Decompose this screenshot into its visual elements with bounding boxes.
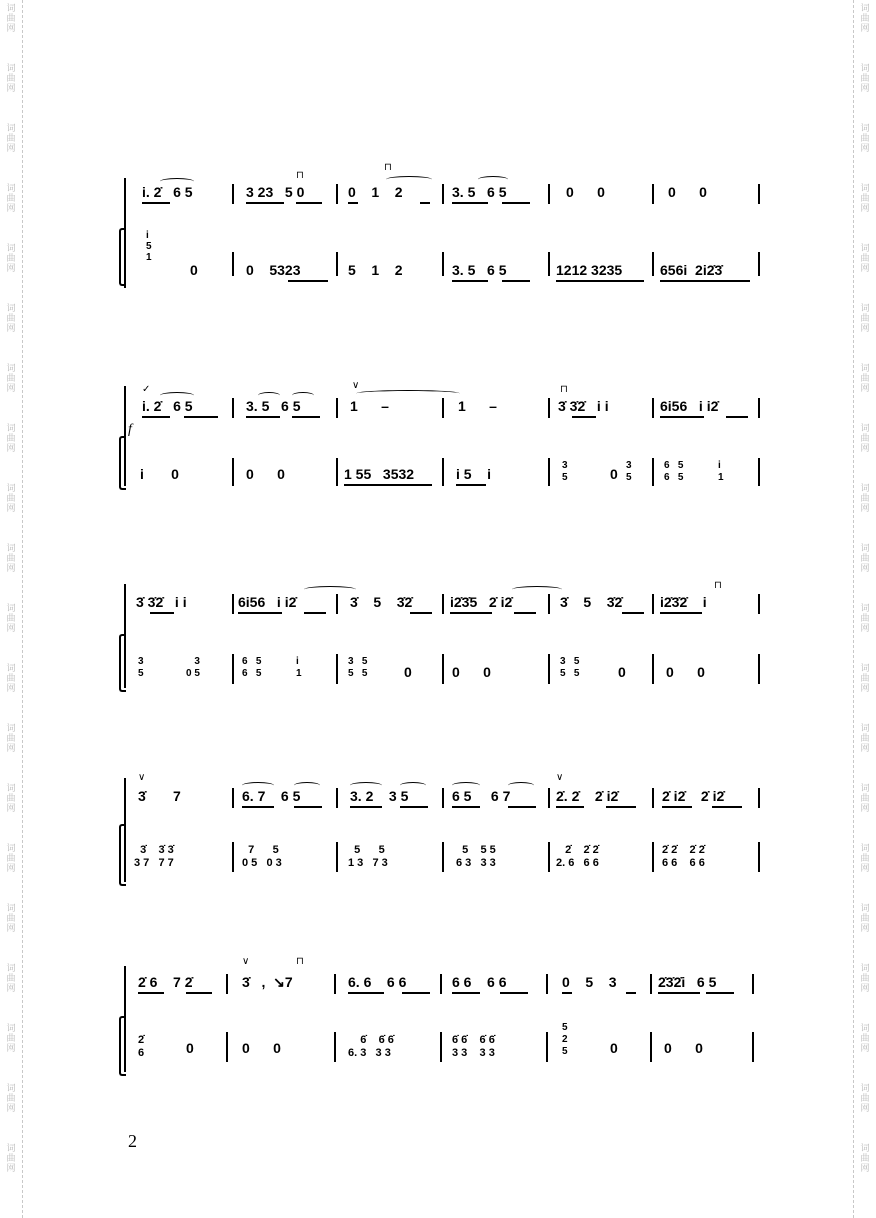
watermark-text: 词 曲 网 — [860, 724, 870, 754]
beam — [348, 992, 384, 994]
measure: 0 0 — [242, 1040, 281, 1056]
beam — [410, 612, 432, 614]
watermark-text: 词 曲 网 — [6, 604, 16, 634]
barline — [442, 184, 444, 204]
measure: i. 2̇ 6 5 — [142, 184, 193, 200]
measure: 5 1 2 — [348, 262, 403, 278]
upper-staff — [0, 580, 876, 624]
beam — [184, 416, 218, 418]
watermark-text: 词 曲 网 — [6, 304, 16, 334]
measure: 6. 7 6 5 — [242, 788, 301, 804]
chord: i 1 — [718, 460, 724, 483]
barline — [650, 1032, 652, 1062]
slur — [478, 176, 508, 183]
beam — [452, 280, 488, 282]
chord: 3 5 — [626, 460, 632, 483]
measure: 0 — [610, 1040, 618, 1056]
beam — [508, 806, 536, 808]
beam — [502, 202, 530, 204]
upper-staff — [0, 380, 876, 428]
measure: 0 0 — [246, 466, 285, 482]
watermark-text: 词 曲 网 — [860, 304, 870, 334]
watermark-text: 词 曲 网 — [6, 1144, 16, 1174]
measure: 2̇. 2̇ 2̇ i2̇ — [556, 788, 619, 804]
beam — [514, 612, 536, 614]
barline — [652, 252, 654, 276]
barline — [652, 184, 654, 204]
barline — [232, 252, 234, 276]
barline — [652, 788, 654, 808]
measure: 6 6 6 6 — [452, 974, 507, 990]
slur — [452, 782, 480, 789]
barline — [652, 654, 654, 684]
barline — [442, 398, 444, 418]
chord: 3 5 — [138, 656, 144, 679]
watermark-text: 词 曲 网 — [6, 1024, 16, 1054]
measure: 6. 6 6 6 — [348, 974, 407, 990]
beam — [238, 612, 282, 614]
score-system-1 — [0, 162, 876, 290]
chord: 5 2 5 — [562, 1022, 568, 1057]
watermark-text: 词 曲 网 — [6, 844, 16, 874]
beam — [606, 806, 636, 808]
barline — [336, 788, 338, 808]
barline — [546, 1032, 548, 1062]
barline — [758, 184, 760, 204]
barline — [226, 1032, 228, 1062]
barline — [548, 252, 550, 276]
bowing-mark: ⊓ — [296, 956, 304, 967]
barline — [758, 788, 760, 808]
measure: 1212 3235 — [556, 262, 623, 278]
watermark-text: 词 曲 网 — [860, 64, 870, 94]
barline — [440, 974, 442, 994]
barline — [652, 458, 654, 486]
measure: 3̇ 5 3̇2̇ — [350, 594, 413, 610]
watermark-text: 词 曲 网 — [860, 4, 870, 34]
measure: 0 — [618, 664, 626, 680]
beam — [452, 992, 480, 994]
chord: 6 5 6 5 — [242, 656, 262, 679]
measure: 0 0 — [666, 664, 705, 680]
chord: 2̇ 2̇ 2̇ 2. 6 6 6 — [556, 844, 599, 869]
slur — [350, 782, 382, 789]
chord: i 5 1 — [146, 230, 152, 263]
accent-mark: ✓ — [142, 384, 151, 395]
beam — [450, 612, 492, 614]
barline — [232, 594, 234, 614]
measure: 1 55 3532 — [344, 466, 415, 482]
measure: 1 – — [458, 398, 497, 414]
measure: i. 2̇ 6 5 — [142, 398, 193, 414]
lower-staff — [0, 458, 876, 488]
measure: 656i 2i2̇3̇ — [660, 262, 723, 278]
beam — [186, 992, 212, 994]
barline — [548, 842, 550, 872]
measure: 0 1 2 — [348, 184, 403, 200]
upper-staff — [0, 162, 876, 214]
barline — [758, 594, 760, 614]
chord: i 1 — [296, 656, 302, 679]
beam — [452, 806, 480, 808]
barline — [232, 398, 234, 418]
beam — [246, 202, 284, 204]
barline — [548, 458, 550, 486]
beam — [660, 612, 702, 614]
chord: 5 5 1 3 7 3 — [348, 844, 388, 869]
barline — [440, 1032, 442, 1062]
measure: 1 – — [350, 398, 389, 414]
barline — [336, 252, 338, 276]
beam — [452, 202, 488, 204]
barline — [758, 842, 760, 872]
bowing-mark: ⊓ — [560, 384, 568, 395]
bowing-mark: ∨ — [138, 772, 146, 783]
watermark-text: 词 曲 网 — [6, 124, 16, 154]
watermark-text: 词 曲 网 — [860, 1084, 870, 1114]
barline — [548, 398, 550, 418]
watermark-text: 词 曲 网 — [6, 184, 16, 214]
measure: 3. 5 6 5 — [452, 262, 507, 278]
watermark-text: 词 曲 网 — [6, 424, 16, 454]
beam — [502, 280, 530, 282]
measure: 6i56 i i2̇ — [238, 594, 297, 610]
barline — [336, 594, 338, 614]
barline — [232, 842, 234, 872]
watermark-text: 词 曲 网 — [6, 64, 16, 94]
measure: 3̇ , ↘7 — [242, 974, 293, 990]
barline — [442, 594, 444, 614]
beam — [562, 992, 572, 994]
watermark-text: 词 曲 网 — [6, 544, 16, 574]
beam — [660, 280, 750, 282]
barline — [548, 184, 550, 204]
beam — [294, 806, 322, 808]
barline — [752, 1032, 754, 1062]
score-system-4 — [0, 768, 876, 888]
barline — [758, 654, 760, 684]
beam — [660, 416, 704, 418]
dynamic-forte: f — [128, 422, 132, 437]
measure: 0 — [404, 664, 412, 680]
chord: 6 5 6 5 — [664, 460, 684, 483]
watermark-text: 词 曲 网 — [860, 544, 870, 574]
chord: 2̇ 6 — [138, 1034, 145, 1059]
beam — [344, 484, 432, 486]
chord: 6̇ 6̇ 6̇ 6. 3 3 3 — [348, 1034, 394, 1059]
beam — [242, 806, 274, 808]
lower-staff — [0, 842, 876, 872]
measure: 0 — [610, 466, 618, 482]
bowing-mark: ∨ — [352, 380, 360, 391]
barline — [336, 398, 338, 418]
barline — [442, 654, 444, 684]
barline — [548, 594, 550, 614]
barline — [334, 1032, 336, 1062]
chord: 5 5 5 6 3 3 3 — [456, 844, 496, 869]
chord: 3 5 5 5 — [348, 656, 368, 679]
watermark-text: 词 曲 网 — [6, 904, 16, 934]
watermark-text: 词 曲 网 — [860, 904, 870, 934]
barline — [336, 184, 338, 204]
barline — [232, 458, 234, 486]
slur — [160, 392, 194, 399]
barline — [652, 398, 654, 418]
watermark-text: 词 曲 网 — [6, 784, 16, 814]
barline — [652, 842, 654, 872]
measure: 3̇ 3̇2̇ i i — [558, 398, 609, 414]
page-number: 2 — [128, 1131, 137, 1151]
beam — [296, 202, 322, 204]
tie — [356, 390, 460, 397]
chord: 2̇ 2̇ 2̇ 2̇ 6 6 6 6 — [662, 844, 705, 869]
bowing-mark: ⊓ — [384, 162, 392, 173]
beam — [142, 202, 170, 204]
watermark-text: 词 曲 网 — [860, 604, 870, 634]
measure: 3. 5 6 5 — [452, 184, 507, 200]
measure: 0 — [186, 1040, 194, 1056]
chord: 3 5 — [562, 460, 568, 483]
watermark-text: 词 曲 网 — [860, 964, 870, 994]
barline — [442, 252, 444, 276]
watermark-text: 词 曲 网 — [860, 784, 870, 814]
barline — [336, 458, 338, 486]
measure: 2̇ 6 7 2̇ — [138, 974, 193, 990]
beam — [288, 280, 328, 282]
score-system-2 — [0, 376, 876, 496]
score-system-3 — [0, 574, 876, 694]
beam — [456, 484, 486, 486]
chord: 7 5 0 5 0 3 — [242, 844, 282, 869]
chord: 6̇ 6̇ 6̇ 6̇ 3 3 3 3 — [452, 1034, 495, 1059]
slur — [258, 392, 280, 399]
beam — [350, 806, 382, 808]
beam — [304, 612, 326, 614]
watermark-text: 词 曲 网 — [860, 424, 870, 454]
lower-staff — [0, 1022, 876, 1062]
barline — [232, 654, 234, 684]
measure: 3 23 5 0 — [246, 184, 305, 200]
watermark-text: 词 曲 网 — [860, 844, 870, 874]
beam — [706, 992, 734, 994]
measure: 3̇ 3̇2̇ i i — [136, 594, 187, 610]
beam — [622, 612, 644, 614]
score-system-5 — [0, 958, 876, 1078]
barline — [232, 788, 234, 808]
beam — [500, 992, 528, 994]
barline — [548, 788, 550, 808]
beam — [150, 612, 174, 614]
bowing-mark: ⊓ — [296, 170, 304, 181]
slur — [294, 782, 320, 789]
beam — [712, 806, 742, 808]
beam — [658, 992, 700, 994]
watermark-text: 词 曲 网 — [6, 364, 16, 394]
measure: 2̇ i2̇ 2̇ i2̇ — [662, 788, 725, 804]
measure: 3̇ 5 3̇2̇ — [560, 594, 623, 610]
watermark-text: 词 曲 网 — [860, 184, 870, 214]
beam — [420, 202, 430, 204]
measure: 3. 2 3 5 — [350, 788, 409, 804]
watermark-text: 词 曲 网 — [6, 4, 16, 34]
barline — [336, 654, 338, 684]
watermark-text: 词 曲 网 — [6, 484, 16, 514]
watermark-text: 词 曲 网 — [860, 1144, 870, 1174]
measure: 0 5323 — [246, 262, 301, 278]
chord: 3 0 5 — [186, 656, 200, 679]
watermark-text: 词 曲 网 — [6, 244, 16, 274]
bowing-mark: ∨ — [242, 956, 250, 967]
beam — [246, 416, 280, 418]
measure: 3̇ 7 — [138, 788, 181, 804]
beam — [142, 416, 170, 418]
barline — [546, 974, 548, 994]
upper-staff — [0, 772, 876, 818]
beam — [556, 806, 584, 808]
watermark-text: 词 曲 网 — [860, 1024, 870, 1054]
measure: 0 0 — [566, 184, 605, 200]
upper-staff — [0, 956, 876, 1004]
slur — [304, 586, 356, 593]
lower-staff — [0, 230, 876, 278]
measure: 0 0 — [452, 664, 491, 680]
watermark-text: 词 曲 网 — [860, 124, 870, 154]
measure: i2̇3̇5 2̇ i2̇ — [450, 594, 513, 610]
beam — [556, 280, 644, 282]
barline — [548, 654, 550, 684]
chord: 3̇ 3̇ 3̇ 3 7 7 7 — [134, 844, 174, 869]
measure: 2̇3̇2̇i 6 5 — [658, 974, 717, 990]
watermark-text: 词 曲 网 — [6, 724, 16, 754]
chord: 3 5 5 5 — [560, 656, 580, 679]
measure: 0 — [190, 262, 198, 278]
measure: 6 5 6 7 — [452, 788, 511, 804]
beam — [726, 416, 748, 418]
slur — [292, 392, 314, 399]
slur — [400, 782, 426, 789]
measure: 0 5 3 — [562, 974, 617, 990]
watermark-text: 词 曲 网 — [6, 1084, 16, 1114]
barline — [336, 842, 338, 872]
barline — [226, 974, 228, 994]
measure: i2̇3̇2̇ i — [660, 594, 707, 610]
beam — [662, 806, 692, 808]
measure: 3. 5 6 5 — [246, 398, 301, 414]
watermark-text: 词 曲 网 — [860, 364, 870, 394]
lower-staff — [0, 654, 876, 684]
barline — [442, 458, 444, 486]
beam — [400, 806, 428, 808]
slur — [512, 586, 562, 593]
beam — [348, 202, 358, 204]
barline — [442, 842, 444, 872]
barline — [758, 252, 760, 276]
watermark-text: 词 曲 网 — [860, 664, 870, 694]
slur — [160, 178, 194, 185]
measure: 0 0 — [668, 184, 707, 200]
bowing-mark: ∨ — [556, 772, 564, 783]
measure: 0 0 — [664, 1040, 703, 1056]
barline — [232, 184, 234, 204]
watermark-text: 词 曲 网 — [860, 484, 870, 514]
barline — [652, 594, 654, 614]
watermark-text: 词 曲 网 — [6, 664, 16, 694]
barline — [758, 398, 760, 418]
beam — [138, 992, 164, 994]
barline — [752, 974, 754, 994]
measure: i 0 — [140, 466, 179, 482]
barline — [650, 974, 652, 994]
barline — [334, 974, 336, 994]
barline — [758, 458, 760, 486]
watermark-text: 词 曲 网 — [860, 244, 870, 274]
beam — [292, 416, 320, 418]
beam — [626, 992, 636, 994]
beam — [572, 416, 596, 418]
slur — [386, 176, 432, 183]
slur — [508, 782, 534, 789]
bowing-mark: ⊓ — [714, 580, 722, 591]
measure: 6i56 i i2̇ — [660, 398, 719, 414]
measure: i 5 i — [456, 466, 492, 482]
slur — [242, 782, 274, 789]
barline — [442, 788, 444, 808]
beam — [402, 992, 430, 994]
watermark-text: 词 曲 网 — [6, 964, 16, 994]
